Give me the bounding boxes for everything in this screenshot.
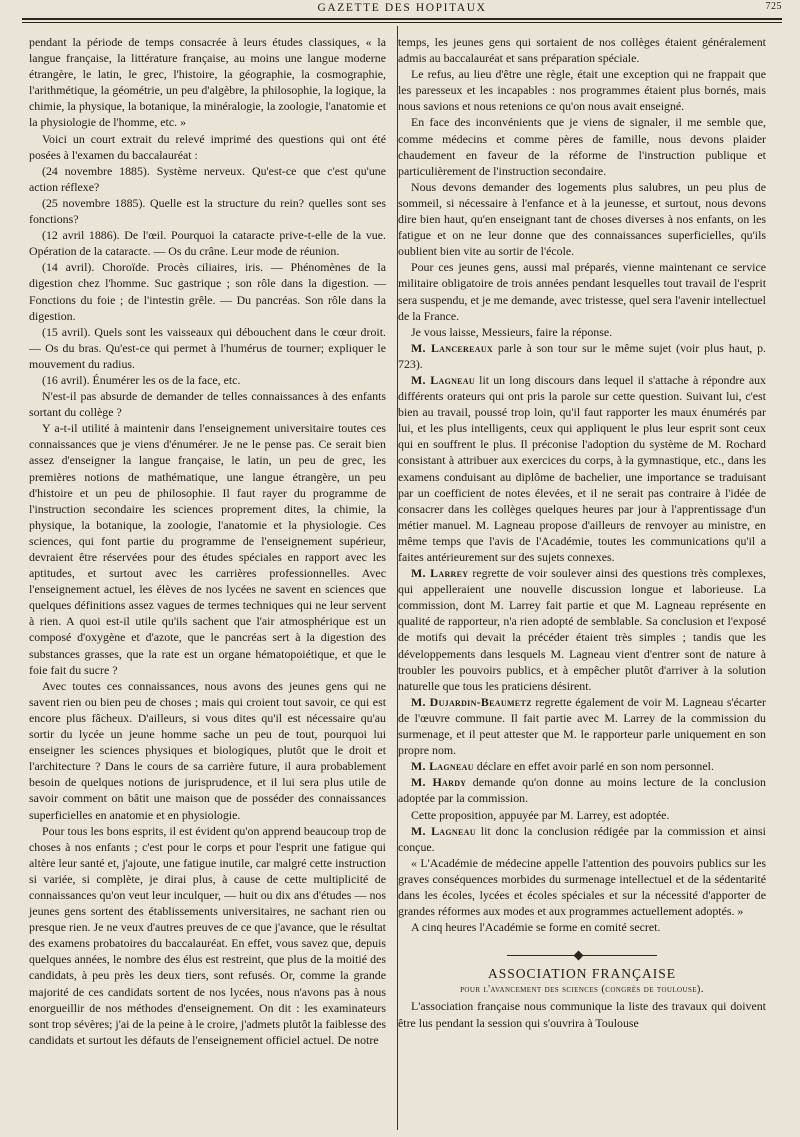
paragraph: Y a-t-il utilité à maintenir dans l'enseignement universitaire toutes ces connaissances que je viens d'énumérer. Je ne le pense pas. Ce serait bien assez d'enseigner la langue française, le latin, un peu de grec, les premières notions de mathématique, une langue étrangère, un peu d'histoire et un peu de philosophie. Il faut rayer du programme de l'instruction secondaire les sciences proprement dites, la chimie, la physique, la botanique, la zoologie, l'anatomie et la physiologie. Ces sciences, qui font partie du programme de l'enseignement supérieur, devraient être réservées pour des études spéciales en rapport avec les aptitudes, et surtout avec les carrières professionnelles. Avec l'enseignement actuel, les élèves de nos lycées ne savent en sciences que quelques définitions assez vagues de termes techniques qui ne leur servent à rien. A quoi est-il utile qu'ils sachent que l'air atmosphérique est un composé d'oxygène et d'azote, que le pancréas sert à la digestion des substances grasses, que la rate est un organe hématopoiétique, et que le foie fait du sucre ? — [29, 421, 386, 677]
speech-paragraph — [398, 340, 766, 372]
paragraph: En face des inconvénients que je viens de signaler, il me semble que, comme médecins et comme pères de famille, nous devons plaider chaudement en faveur de la réforme de l'instruction publique et particulièrement de l'instruction secondaire. — [398, 115, 766, 178]
ornament-rule — [507, 955, 657, 957]
conclusion-quote: « L'Académie de médecine appelle l'attention des pouvoirs publics sur les graves conséquences morbides du surmenage intellectuel et de la sédentarité dans les écoles, lycées et écoles spéciales et sur la nécessité d'apporter de grandes réformes aux modes et aux programmes actuellement adoptés. » — [398, 855, 766, 919]
speech-text: lit un long discours dans lequel il s'attache à répondre aux différents orateurs qui ont pris la parole sur cette question. Suivant lui, c'est bien au travail, poussé trop loin, qu'il faut rapporter les maux énumérés par lui, et les plus intelligents, ceux qui appliquent le plus leur esprit sont ceux qui en souffrent le plus. Il préconise l'adoption du système de M. Rochard consistant à attribuer aux exercices du corps, à la gymnastique, etc., dans les examens conduisant au diplôme de bachelier, une importance se traduisant par un coefficient de notes élevées, et il ne serait pas contraire à l'idée de consacrer dans les collèges quelques heures par jour à l'apprentissage d'un métier manuel. M. Lagneau propose d'ailleurs de renvoyer au ministre, en même temps que l'avis de l'Académie, toutes les communications qu'il a faites antérieurement sur des sujets connexes. — [398, 372, 766, 564]
header-rule — [22, 18, 782, 20]
speaker-name: M. Dujardin-Beaumetz — [411, 694, 532, 709]
paragraph: Le refus, au lieu d'être une règle, était une exception qui ne frappait que les paresseux et les incapables : nos programmes étaient plus bornés, mais nous savions et nous retenions ce qu'on nous avait enseigné. — [398, 67, 766, 114]
speech-paragraph — [398, 758, 766, 774]
paragraph: (12 avril 1886). De l'œil. Pourquoi la cataracte prive-t-elle de la vue. Opération de la cataracte. — Os du crâne. Leur mode de réunion. — [29, 228, 386, 259]
speech-paragraph — [398, 565, 766, 694]
speech-text: parle à son tour sur le même sujet (voir plus haut, p. 723). — [398, 340, 766, 371]
speaker-name: M. Lagneau — [411, 372, 475, 387]
speech-paragraph — [398, 372, 766, 565]
paragraph: Voici un court extrait du relevé imprimé des questions qui ont été posées à l'examen du baccalauréat : — [29, 131, 386, 162]
adoption-note: Cette proposition, appuyée par M. Larrey, est adoptée. — [411, 807, 670, 822]
speaker-name: M. Lancereaux — [411, 340, 494, 355]
paragraph: (25 novembre 1885). Quelle est la structure du rein? quelles sont ses fonctions? — [29, 195, 386, 227]
speaker-name: M. Hardy — [411, 775, 467, 790]
speech-text: regrette également de voir M. Lagneau s'écarter de l'œuvre commune. Il fait partie avec M. Larrey de la commission du surmenage, et il peut attester que M. le rapporteur parle uniquement en son propre nom. — [398, 694, 766, 758]
paragraph: Nous devons demander des logements plus salubres, un peu plus de sommeil, si nécessaire à l'enfance et à la jeunesse, et surtout, nous devons dire bien haut, qu'en enseignant tant de choses diverses à nos enfants, on les fatigue et on ne leur donne que des connaissances superficielles, qu'ils oublient bien vite au sortir de l'école. — [398, 179, 766, 259]
paragraph: (15 avril). Quels sont les vaisseaux qui débouchent dans le cœur droit. — Os du bras. Qu'est-ce qui permet à l'humérus de tourner; expliquer le mouvement du radius. — [29, 324, 386, 371]
left-column — [29, 34, 386, 1048]
paragraph: temps, les jeunes gens qui sortaient de nos collèges étaient généralement admis au baccalauréat et sans préparation spéciale. — [398, 35, 766, 66]
paragraph: (16 avril). Énumérer les os de la face, etc. — [42, 372, 241, 387]
speech-paragraph — [398, 774, 766, 806]
section-title: ASSOCIATION FRANÇAISE — [488, 966, 676, 982]
speech-paragraph — [398, 694, 766, 758]
journal-title: GAZETTE DES HOPITAUX — [317, 2, 487, 14]
closing-note: A cinq heures l'Académie se forme en comité secret. — [411, 920, 661, 935]
paragraph: L'association française nous communique la liste des travaux qui doivent être lus pendant la session qui s'ouvrira à Toulouse — [398, 999, 766, 1030]
paragraph: N'est-il pas absurde de demander de telles connaissances à des enfants sortant du collège ? — [29, 389, 386, 420]
section-subtitle: pour l'avancement des sciences (congrès de toulouse). — [460, 984, 704, 996]
paragraph: (24 novembre 1885). Système nerveux. Qu'est-ce que c'est qu'une action réflexe? — [29, 163, 386, 194]
speaker-name: M. Lagneau — [411, 759, 474, 774]
speech-text: déclare en effet avoir parlé en son nom personnel. — [476, 759, 714, 774]
speech-paragraph — [398, 823, 766, 855]
paragraph: Pour tous les bons esprits, il est évident qu'on apprend beaucoup trop de choses à nos enfants ; c'est pour le corps et pour l'esprit une fatigue qui altère leur santé et, j'ajoute, une fatigue inutile, car malgré cette instruction si variée, si complète, je dirai plus, à cause de cette multiplicité de connaissances qu'on veut leur inculquer, — huit ou dix ans d'études — nos jeunes gens sortent des établissements universitaires, ne sachant rien ou presque rien. Je ne veux d'autres preuves de ce que j'avance, que le résultat des examens probatoires du baccalauréat. En effet, vous savez que, depuis quelques années, le nombre des élus est restreint, que plus de la moitié des candidats, à peu près les deux tiers, sont refusés. Or, comme la grande majorité de ces candidats sortent de nos lycées, nous n'avons pas à nous enorgueillir de nos méthodes d'enseignement. On dit : les examinateurs sont trop sévères; j'ai de la peine à le croire, j'admets plutôt la faiblesse des candidats et surtout les défauts de l'enseignement officiel actuel. De notre — [29, 823, 386, 1047]
section-ornament — [398, 946, 766, 954]
paragraph: Avec toutes ces connaissances, nous avons des jeunes gens qui ne savent rien ou bien peu de choses ; mais qui croient tout savoir, ce qui est encore plus fâcheux. D'ailleurs, si vous dites qu'il est nécessaire qu'au sortir du lycée un jeune homme sache un peu de tout, pourquoi lui enseigner les sciences physiques et biologiques, plutôt que le droit et l'architecture ? Dans le cours de sa carrière future, il aura probablement besoin de quelques notions de jurisprudence, et il lui sera plus utile de savoir comment on bâtit une maison que de posséder des connaissances superficielles en anatomie et en physiologie. — [29, 678, 386, 822]
paragraph: pendant la période de temps consacrée à leurs études classiques, « la langue française, la littérature française, au moins une langue moderne étrangère, le latin, le grec, l'histoire, la géographie, la cosmographie, l'arithmétique, la géométrie, un peu d'algèbre, la philosophie, la logique, la chimie, la physique, la botanique, la minéralogie, la zoologie, l'anatomie et la physiologie de l'homme, etc. » — [29, 35, 386, 130]
speech-text: demande qu'on donne au moins lecture de la conclusion adoptée par la commission. — [398, 775, 766, 806]
paragraph: Pour ces jeunes gens, aussi mal préparés, vienne maintenant ce service militaire obligatoire de trois années pendant lesquelles tout travail de l'esprit sera suspendu, et je me demande, avec tristesse, quel sera l'avenir intellectuel de la France. — [398, 260, 766, 323]
header-rule-thin — [22, 22, 782, 23]
speaker-name: M. Larrey — [411, 566, 469, 581]
speech-text: lit donc la conclusion rédigée par la commission et ainsi conçue. — [398, 823, 766, 854]
speech-text: regrette de voir soulever ainsi des questions très complexes, qui appelleraient une nouvelle discussion longue et laborieuse. La commission, dont M. Larrey fait partie et que M. Lagneau représente en qualité de rapporteur, n'a rien adopté de semblable. Sa conclusion et l'exposé de motifs qui devait la précéder étaient très simples ; tandis que les développements dans lesquels M. Lagneau vient d'entrer sont de nature à troubler les pouvoirs publics, et à empêcher plutôt d'arriver à la solution naturelle que tous les praticiens désirent. — [398, 566, 766, 693]
paragraph: Je vous laisse, Messieurs, faire la réponse. — [411, 324, 613, 339]
page-header — [22, 0, 782, 17]
paragraph: (14 avril). Choroïde. Procès ciliaires, iris. — Phénomènes de la digestion chez l'homme. Suc gastrique ; son rôle dans la digestion. — Fonctions du foie ; de l'intestin grêle. — Du pancréas. Son rôle dans la digestion. — [29, 260, 386, 323]
right-column — [398, 34, 766, 1031]
speaker-name: M. Lagneau — [411, 823, 476, 838]
page-number: 725 — [765, 1, 782, 12]
